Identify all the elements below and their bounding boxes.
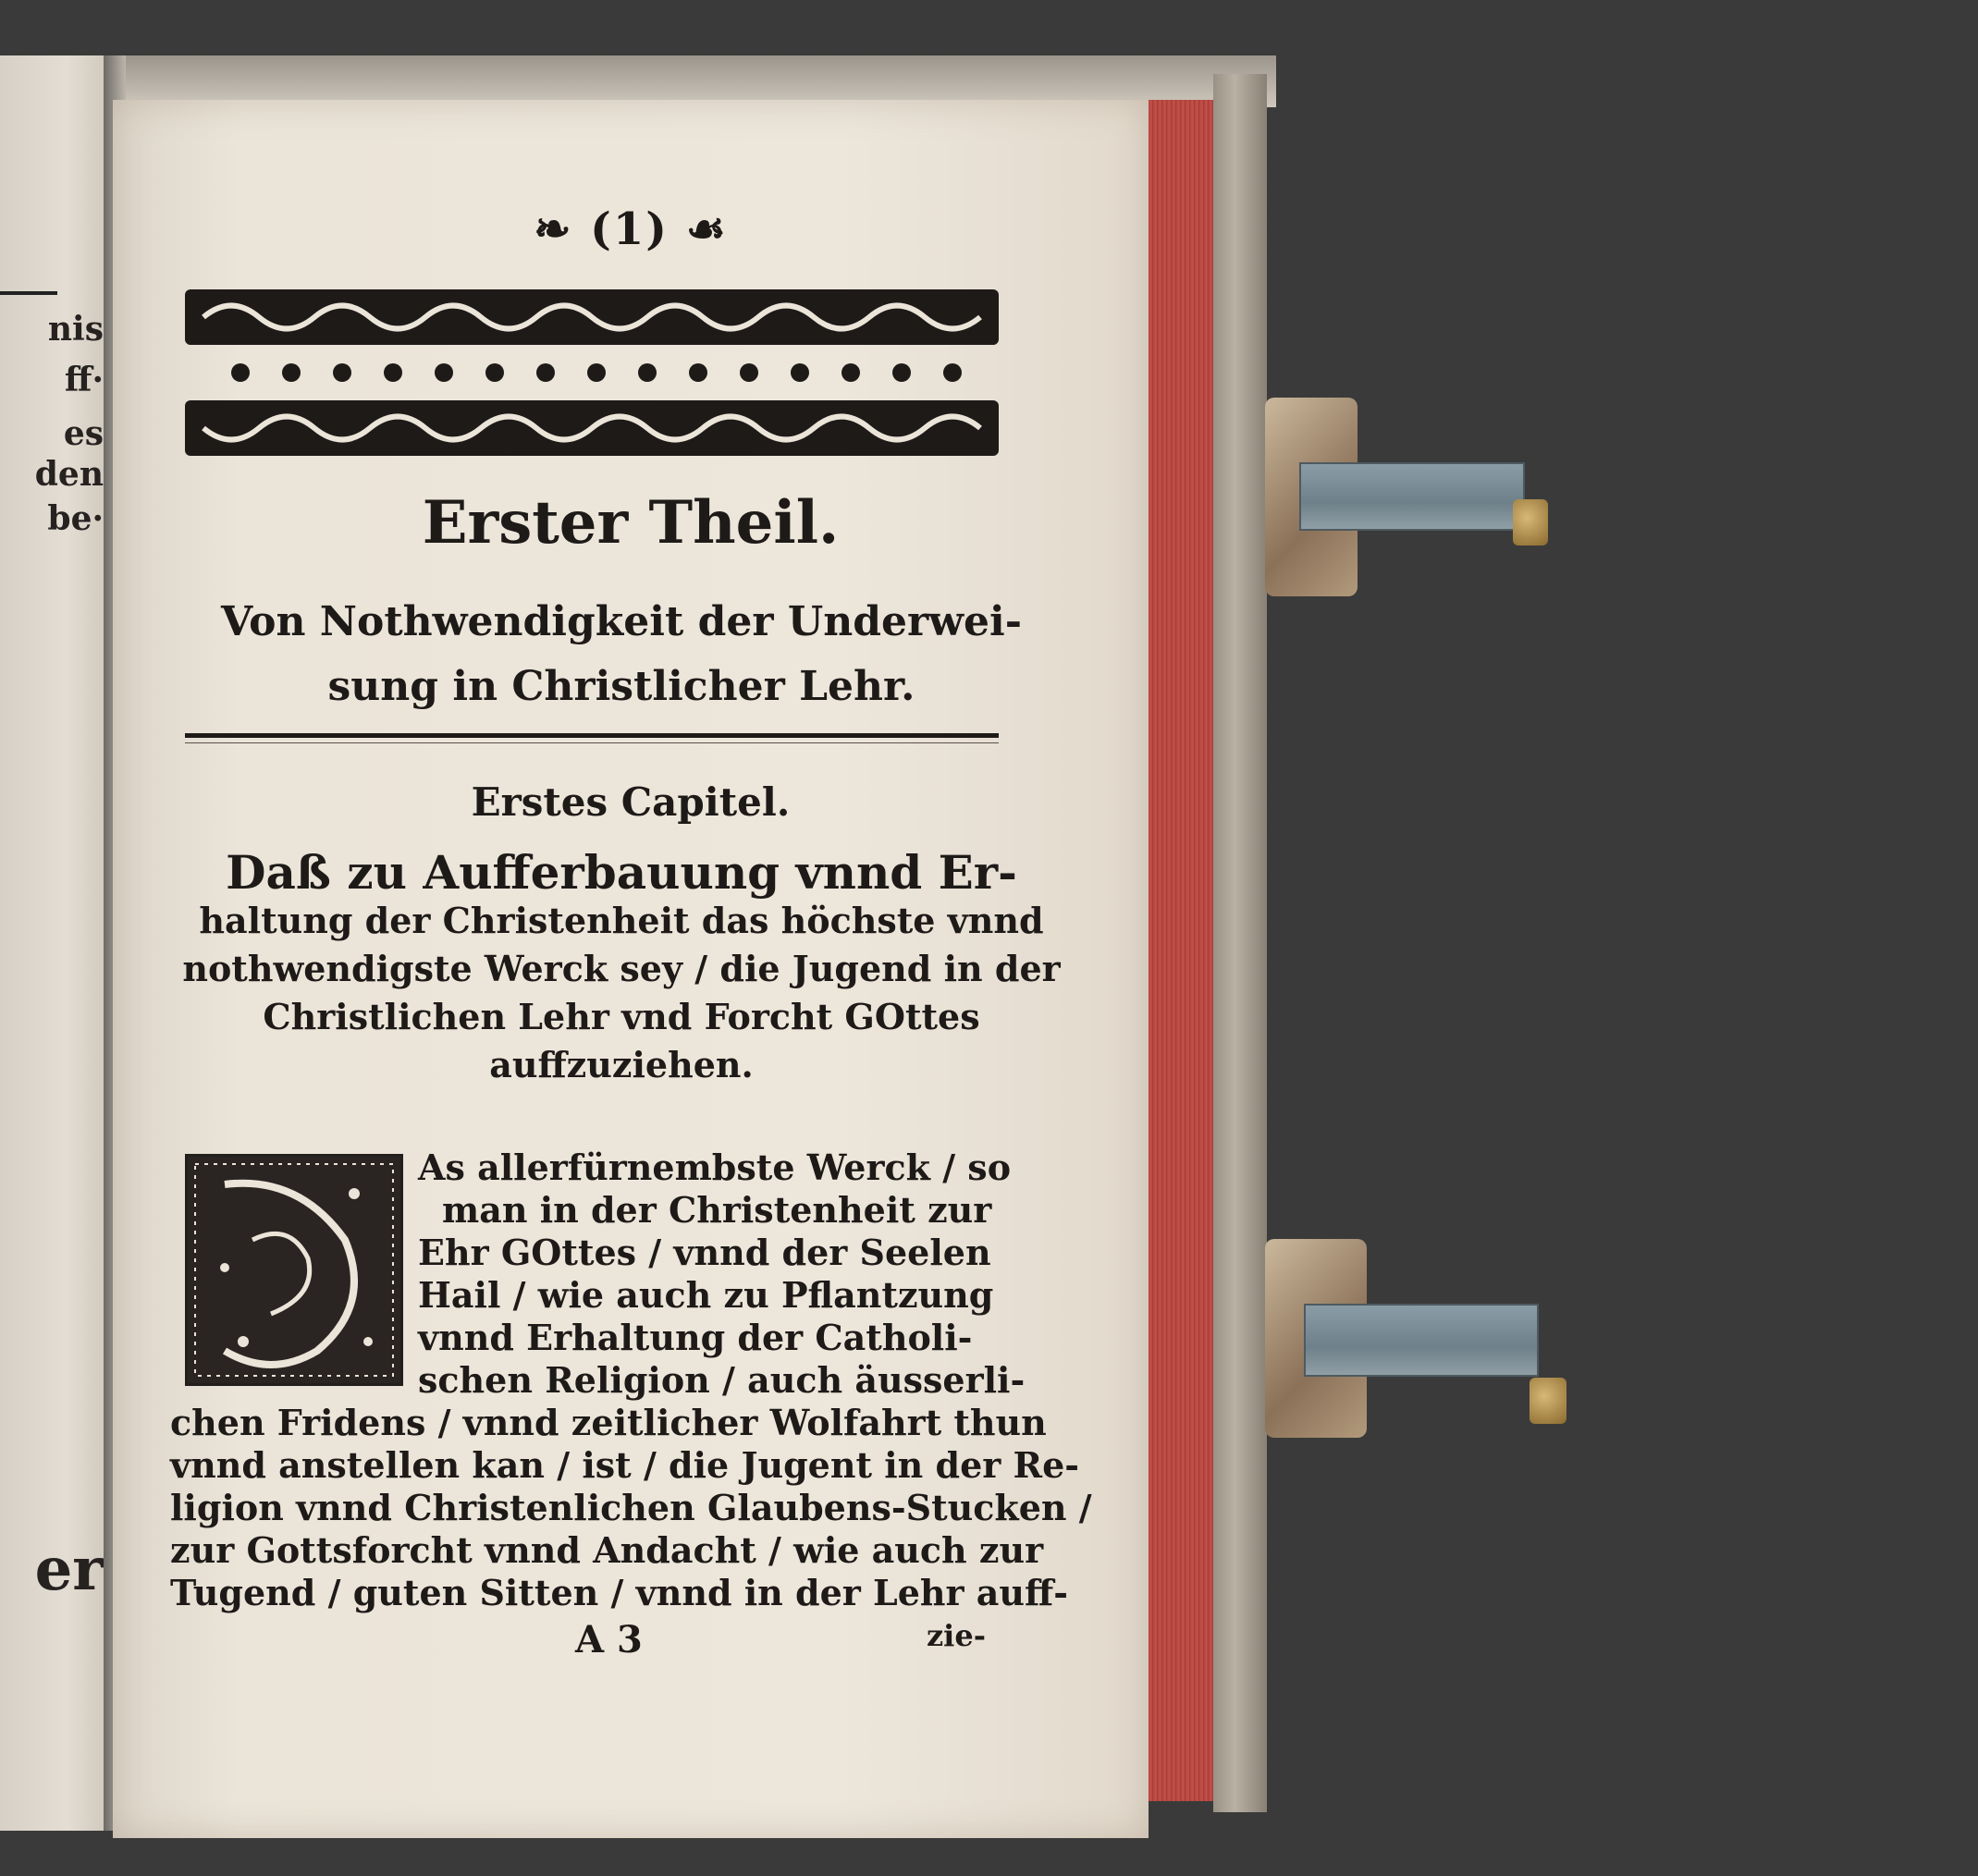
ornamental-headpiece <box>185 280 999 465</box>
upper-clasp-plate <box>1299 462 1525 531</box>
body-line: man in der Christenheit zur <box>442 1189 992 1231</box>
body-line: Hail / wie auch zu Pflantzung <box>418 1274 994 1316</box>
left-page-line: be· <box>47 499 104 538</box>
body-line: Tugend / guten Sitten / vnnd in der Lehr auff- <box>170 1572 1069 1613</box>
header-ornament-left: ❧ <box>534 203 591 255</box>
summary-line: Christlichen Lehr vnd Forcht GOttes <box>263 996 980 1037</box>
page-header <box>113 203 1149 255</box>
body-line: zur Gottsforcht vnnd Andacht / wie auch zur <box>170 1529 1044 1571</box>
body-line: As allerfürnembste Werck / so <box>418 1146 1012 1188</box>
summary-lead-line: Daß zu Aufferbauung vnnd Er- <box>226 845 1017 900</box>
body-line: ligion vnnd Christenlichen Glaubens-Stucken / <box>170 1487 1092 1528</box>
part-title: Erster Theil. <box>422 488 840 558</box>
left-page-line: nis <box>47 310 104 349</box>
body-line: chen Fridens / vnnd zeitlicher Wolfahrt thun <box>170 1402 1047 1443</box>
summary-line: auffzuziehen. <box>489 1044 754 1085</box>
red-page-edge <box>1149 100 1213 1801</box>
body-line: Ehr GOttes / vnnd der Seelen <box>418 1232 991 1273</box>
catchword: zie- <box>927 1618 986 1653</box>
summary-line: nothwendigste Werck sey / die Jugend in der <box>182 948 1061 989</box>
chapter-heading: Erstes Capitel. <box>471 779 791 825</box>
left-page-line: es <box>63 414 104 453</box>
upper-clasp-pin <box>1513 499 1548 546</box>
left-page-line: ff· <box>64 361 104 399</box>
decorated-initial <box>185 1154 403 1386</box>
lower-clasp-plate <box>1304 1304 1539 1377</box>
page-number: (1) <box>590 203 669 255</box>
left-page-large-fragment: er <box>34 1535 104 1604</box>
section-rule-thin <box>185 742 999 743</box>
section-rule <box>185 733 999 738</box>
left-page-line: den <box>34 455 104 494</box>
left-page-rule <box>0 291 57 295</box>
body-line: vnnd Erhaltung der Catholi- <box>418 1317 973 1358</box>
initial-ornament-icon <box>188 1157 400 1383</box>
summary-line: haltung der Christenheit das höchste vnnd <box>199 900 1044 941</box>
left-facing-page <box>0 55 111 1831</box>
book-page <box>113 100 1149 1838</box>
body-line: vnnd anstellen kan / ist / die Jugent in der Re- <box>170 1444 1080 1486</box>
body-line: schen Religion / auch äusserli- <box>418 1359 1026 1401</box>
cover-board <box>1213 74 1267 1812</box>
signature-mark: A 3 <box>575 1618 643 1661</box>
lower-clasp-pin <box>1530 1378 1566 1424</box>
header-ornament-right: ☙ <box>669 203 728 255</box>
part-subtitle: Von Nothwendigkeit der Underwei- sung in Christlicher Lehr. <box>221 598 1022 710</box>
chapter-summary <box>168 845 1075 1089</box>
